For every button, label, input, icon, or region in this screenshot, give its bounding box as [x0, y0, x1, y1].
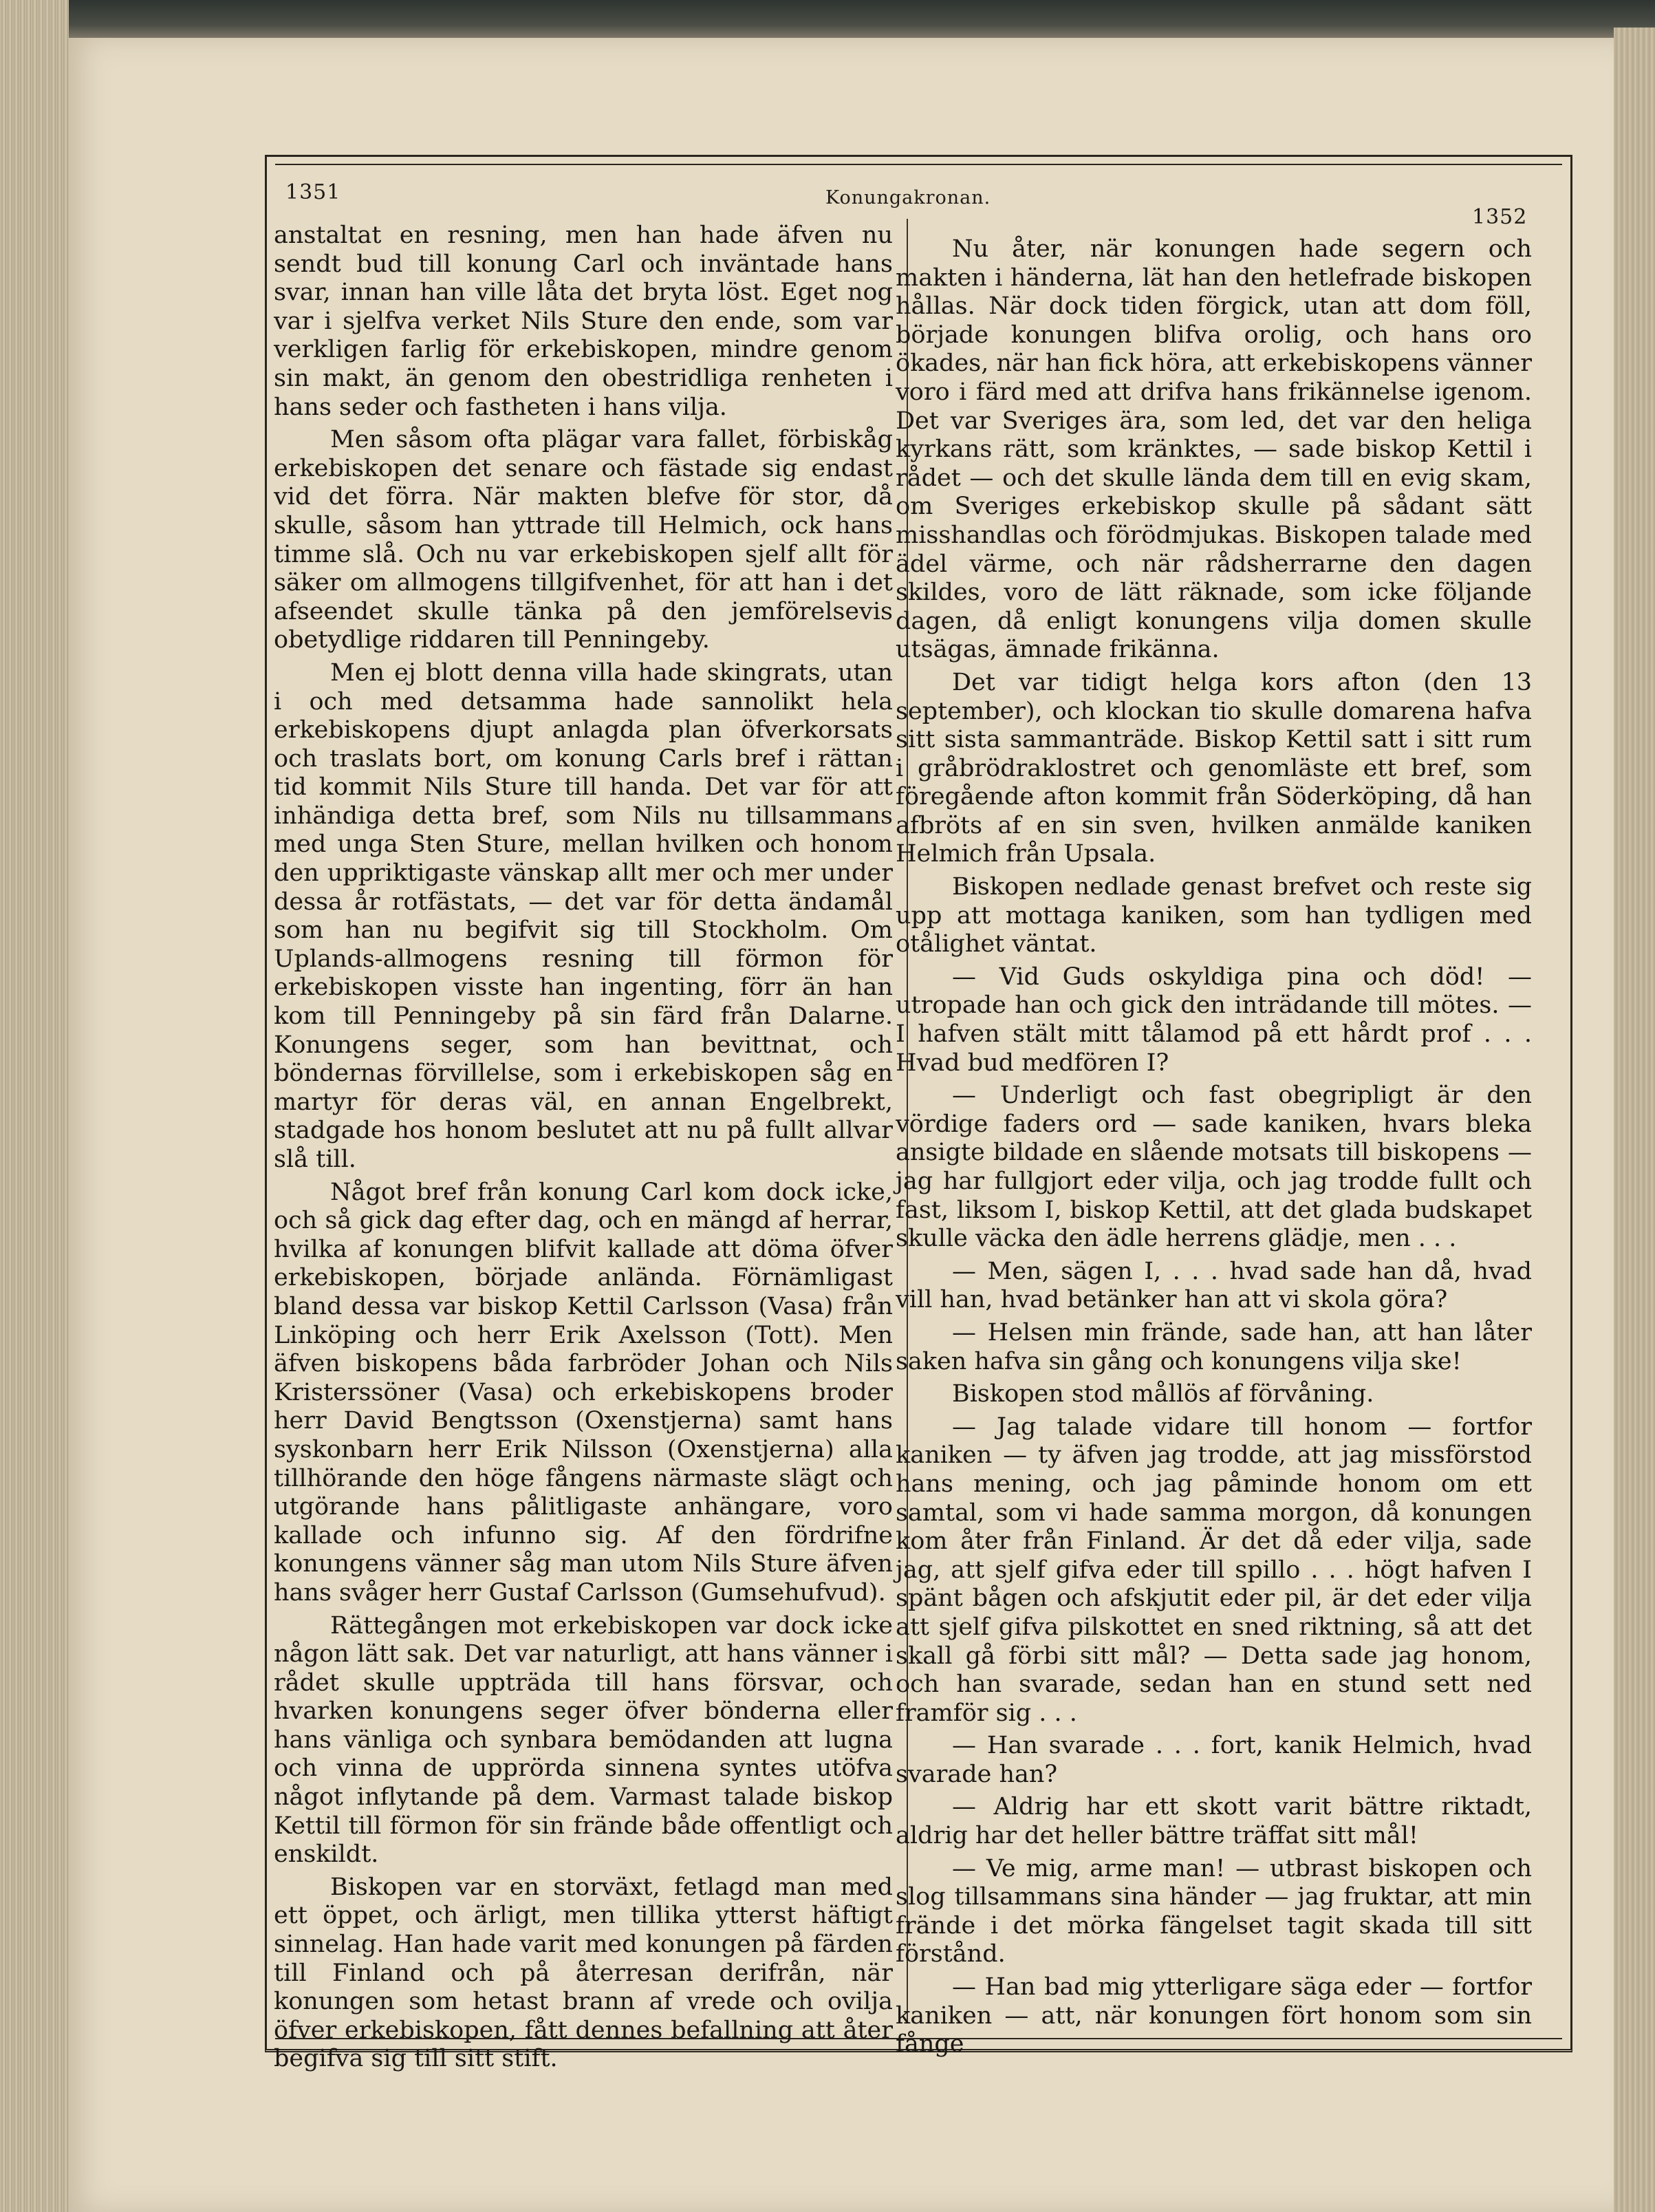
paragraph: — Han bad mig ytterligare säga eder — fortfor kaniken — att, när konungen fört honom som sin fånge [896, 1973, 1532, 2059]
scanner-background [0, 0, 1655, 41]
left-text-column [274, 222, 893, 2074]
book-page-edges-left [0, 0, 69, 2212]
paragraph: Något bref från konung Carl kom dock icke, och så gick dag efter dag, och en mängd af herrar, hvilka af konungen blifvit kallade att döma öfver erkebiskopen, började anlända. Förnämligast bland dessa var biskop Kettil Carlsson (Vasa) från Linköping och herr Erik Axelsson (Tott). Men äfven biskopens båda farbröder Johan och Nils Kristerssöner (Vasa) och erkebiskopens broder herr David Bengtsson (Oxenstjerna) samt hans syskonbarn herr Erik Nilsson (Oxenstjerna) alla tillhörande den höge fångens närmaste slägt och utgörande hans pålitligaste anhängare, voro kallade och infunno sig. Af den fördrifne konungens vänner såg man utom Nils Sture äfven hans svåger herr Gustaf Carlsson (Gumsehufvud). [274, 1178, 893, 1607]
paragraph: — Jag talade vidare till honom — fortfor kaniken — ty äfven jag trodde, att jag missförstod hans mening, och jag påminde honom om ett samtal, som vi hade samma morgon, då konungen kom åter från Finland. Är det då eder vilja, sade jag, att sjelf gifva eder till spillo . . . högt hafven I spänt bågen och afskjutit eder pil, är det eder vilja att sjelf gifva pilskottet en sned riktning, så att det skall gå förbi sitt mål? — Detta sade jag honom, och han svarade, sedan han en stund sett ned framför sig . . . [896, 1413, 1532, 1727]
right-text-column [896, 235, 1532, 2059]
paragraph: Nu åter, när konungen hade segern och makten i händerna, lät han den hetlefrade biskopen hållas. När dock tiden förgick, utan att dom föll, började konungen blifva orolig, och hans oro ökades, när han fick höra, att erkebiskopens vänner voro i färd med att drifva hans frikännelse igenom. Det var Sveriges ära, som led, det var den heliga kyrkans rätt, som kränktes, — sade biskop Kettil i rådet — och det skulle lända dem till en evig skam, om Sveriges erkebiskop skulle på sådant sätt misshandlas och förödmjukas. Biskopen talade med ädel värme, och när rådsherrarne den dagen skildes, voro de lätt räknade, som icke följande dagen, då enligt konungens vilja domen skulle utsägas, ämnade frikänna. [896, 235, 1532, 664]
paragraph: Biskopen stod mållös af förvåning. [952, 1380, 1374, 1408]
paragraph: — Vid Guds oskyldiga pina och död! — utropade han och gick den inträdande till mötes. — I hafven stält mitt tålamod på ett hårdt prof . . . Hvad bud medfören I? [896, 963, 1532, 1077]
paragraph: Men ej blott denna villa hade skingrats, utan i och med detsamma hade sannolikt hela erkebiskopens djupt anlagda plan öfverkorsats och traslats bort, om konung Carls bref i rättan tid kommit Nils Sture till handa. Det var för att inhändiga detta bref, som Nils nu tillsammans med unga Sten Sture, mellan hvilken och honom den uppriktigaste vänskap allt mer och mer under dessa år rotfästats, — det var för detta ändamål som han nu begifvit sig till Stockholm. Om Uplands-allmogens resning till förmon för erkebiskopen visste han ingenting, förr än han kom till Penningeby på sin färd från Dalarne. Konungens seger, som han bevittnat, och böndernas förvillelse, som i erkebiskopen såg en martyr för deras väl, en annan Engelbrekt, stadgade hos honom beslutet att nu på fullt allvar slå till. [274, 658, 893, 1173]
paragraph: — Ve mig, arme man! — utbrast biskopen och slog tillsammans sina händer — jag fruktar, att min frände i det mörka fängelset tagit skada till sitt förstånd. [896, 1854, 1532, 1968]
paragraph: — Men, sägen I, . . . hvad sade han då, hvad vill han, hvad betänker han att vi skola göra? [896, 1257, 1532, 1314]
paragraph: Rättegången mot erkebiskopen var dock icke någon lätt sak. Det var naturligt, att hans vänner i rådet skulle uppträda till hans försvar, och hvarken konungens seger öfver bönderna eller hans vänliga och synbara bemödanden att lugna och vinna de upprörda sinnena syntes utöfva något inflytande på dem. Varmast talade biskop Kettil till förmon för sin frände både offentligt och enskildt. [274, 1611, 893, 1869]
running-title: Konungakronan. [825, 187, 991, 208]
paragraph: — Han svarade . . . fort, kanik Helmich, hvad svarade han? [896, 1732, 1532, 1788]
paragraph: Det var tidigt helga kors afton (den 13 september), och klockan tio skulle domarena hafva sitt sista sammanträde. Biskop Kettil satt i sitt rum i gråbrödraklostret och genomläste ett bref, som föregående afton kommit från Söderköping, då han afbröts af en sin sven, hvilken anmälde kaniken Helmich från Upsala. [896, 668, 1532, 868]
paragraph: anstaltat en resning, men han hade äfven nu sendt bud till konung Carl och inväntade hans svar, innan han ville låta det bryta löst. Eget nog var i sjelfva verket Nils Sture den ende, som var verkligen farlig för erkebiskopen, mindre genom sin makt, än genom den obestridliga renheten i hans seder och fastheten i hans vilja. [274, 222, 893, 421]
paragraph: — Helsen min frände, sade han, att han låter saken hafva sin gång och konungens vilja ske! [896, 1318, 1532, 1375]
right-page-number: 1352 [1472, 205, 1528, 229]
paragraph: Men såsom ofta plägar vara fallet, förbiskåg erkebiskopen det senare och fästade sig endast vid det förra. När makten blefve för stor, då skulle, såsom han yttrade till Helmich, ock hans timme slå. Och nu var erkebiskopen sjelf allt för säker om allmogens tillgifvenhet, för att han i det afseendet skulle tänka på den jemförelsevis obetydlige riddaren till Penningeby. [274, 426, 893, 654]
paragraph: — Underligt och fast obegripligt är den vördige faders ord — sade kaniken, hvars bleka ansigte bildade en slående motsats till biskopens — jag har fullgjort eder vilja, och jag trodde fullt och fast, liksom I, biskop Kettil, att det glada budskapet skulle väcka den ädle herrens glädje, men . . . [896, 1082, 1532, 1253]
paragraph: Biskopen var en storväxt, fetlagd man med ett öppet, och ärligt, men tillika ytterst häftigt sinnelag. Han hade varit med konungen på färden till Finland och på återresan derifrån, när konungen som hetast brann af vrede och ovilja öfver erkebiskopen, fått dennes befallning att åter begifva sig till sitt stift. [274, 1873, 893, 2073]
paragraph: — Aldrig har ett skott varit bättre riktadt, aldrig har det heller bättre träffat sitt mål! [896, 1793, 1532, 1850]
left-page-number: 1351 [285, 180, 341, 204]
paragraph: Biskopen nedlade genast brefvet och reste sig upp att mottaga kaniken, som han tydligen med otålighet väntat. [896, 873, 1532, 958]
book-page-edges-right [1614, 28, 1655, 2212]
